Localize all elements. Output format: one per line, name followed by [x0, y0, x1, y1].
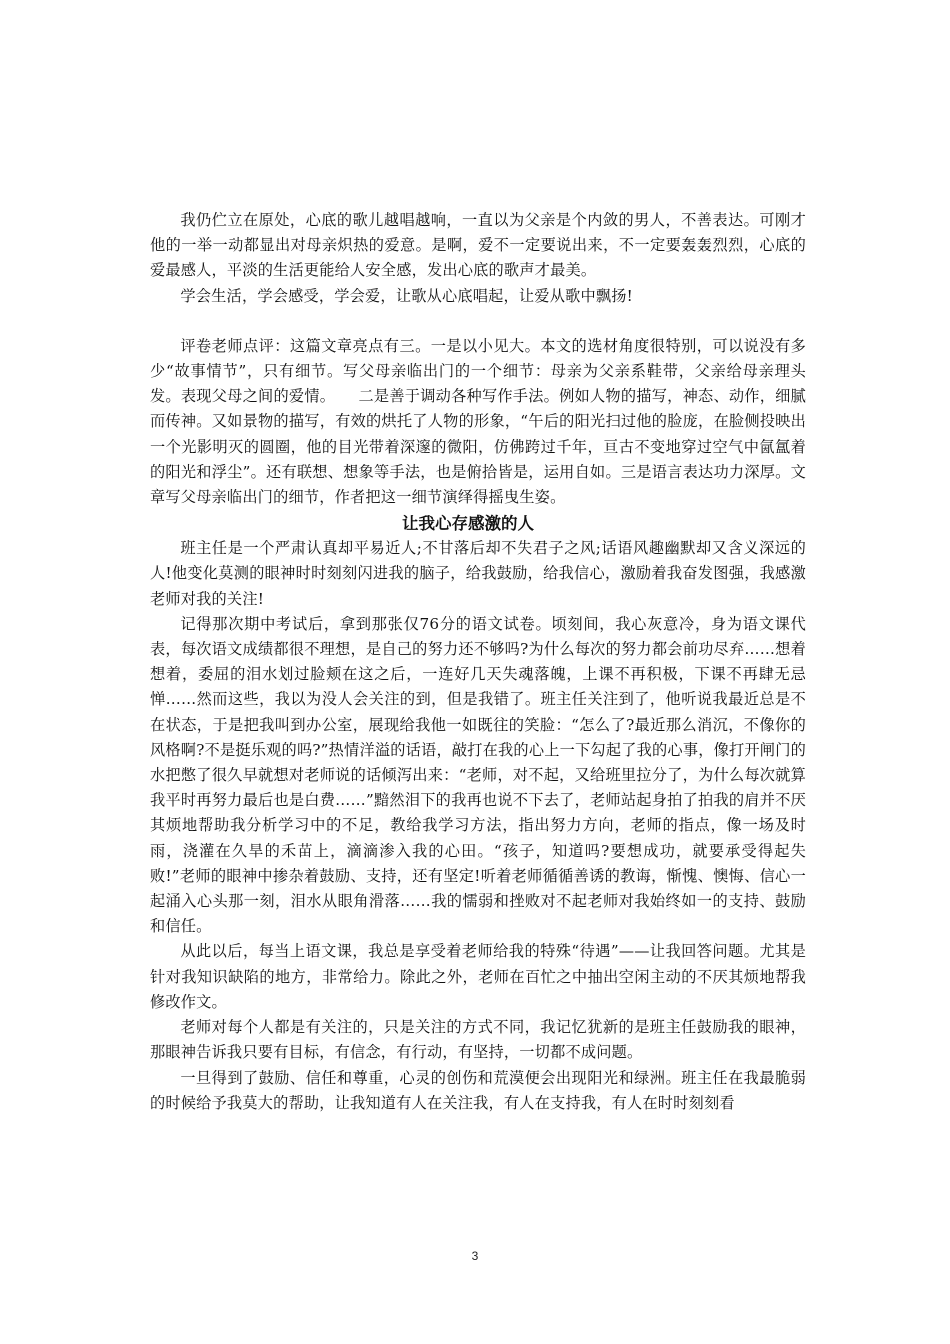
review-paragraph: 评卷老师点评：这篇文章亮点有三。一是以小见大。本文的选材角度很特别，可以说没有多少“故事情节”，只有细节。写父母亲临出门的一个细节：母亲为父亲系鞋带，父亲给母亲理头发。表现父母之间的爱情。 二是善于调动各种写作手法。例如人物的描写，神态、动作，细腻而传神。又如景物的描写，有效的烘托了人物的形象，“午后的阳光扫过他的脸庞，在脸侧投映出一个光影明灭的圆圈，他的目光带着深邃的微阳，仿佛跨过千年，亘古不变地穿过空气中氤氲着的阳光和浮尘”。还有联想、想象等手法，也是俯拾皆是，运用自如。三是语言表达功力深厚。文章写父母亲临出门的细节，作者把这一细节演绎得摇曳生姿。 [150, 336, 806, 507]
essay-title: 让我心存感激的人 [402, 514, 534, 534]
page-content [150, 208, 806, 1116]
paragraph-spacer [150, 309, 806, 334]
essay-paragraph: 老师对每个人都是有关注的，只是关注的方式不同，我记忆犹新的是班主任鼓励我的眼神，那眼神告诉我只要有目标，有信念，有行动，有坚持，一切都不成问题。 [150, 1018, 806, 1062]
essay-paragraph: 从此以后，每当上语文课，我总是享受着老师给我的特殊“待遇”——让我回答问题。尤其是针对我知识缺陷的地方，非常给力。除此之外，老师在百忙之中抽出空闲主动的不厌其烦地帮我修改作文。 [150, 942, 806, 1011]
essay-paragraph: 记得那次期中考试后，拿到那张仅76分的语文试卷。顷刻间，我心灰意冷，身为语文课代表，每次语文成绩都很不理想，是自己的努力还不够吗?为什么每次的努力都会前功尽弃……想着想着，委屈的泪水划过脸颊在这之后，一连好几天失魂落魄，上课不再积极，下课不再肆无忌惮……然而这些，我以为没人会关注的到，但是我错了。班主任关注到了，他听说我最近总是不在状态，于是把我叫到办公室，展现给我他一如既往的笑脸：“怎么了?最近那么消沉，不像你的风格啊?不是挺乐观的吗?”热情洋溢的话语，敲打在我的心上一下勾起了我的心事，像打开闸门的水把憋了很久早就想对老师说的话倾泻出来：“老师，对不起，又给班里拉分了，为什么每次就算我平时再努力最后也是白费……”黯然泪下的我再也说不下去了，老师站起身拍了拍我的肩并不厌其烦地帮助我分析学习中的不足，教给我学习方法，指出努力方向，老师的指点，像一场及时雨，浇灌在久旱的禾苗上，滴滴渗入我的心田。“孩子，知道吗?要想成功，就要承受得起失败!”老师的眼神中掺杂着鼓励、支持，还有坚定!听着老师循循善诱的教诲，惭愧、懊悔、信心一起涌入心头那一刻，泪水从眼角滑落……我的懦弱和挫败对不起老师对我始终如一的支持、鼓励和信任。 [150, 614, 806, 936]
essay-paragraph: 一旦得到了鼓励、信任和尊重，心灵的创伤和荒漠便会出现阳光和绿洲。班主任在我最脆弱的时候给予我莫大的帮助，让我知道有人在关注我，有人在支持我，有人在时时刻刻看 [150, 1068, 806, 1112]
page-number: 3 [471, 1249, 479, 1263]
intro-paragraph: 我仍伫立在原处，心底的歌儿越唱越响，一直以为父亲是个内敛的男人，不善表达。可刚才他的一举一动都显出对母亲炽热的爱意。是啊，爱不一定要说出来，不一定要轰轰烈烈，心底的爱最感人，平淡的生活更能给人安全感，发出心底的歌声才最美。 [150, 211, 806, 280]
essay-paragraph: 班主任是一个严肃认真却平易近人;不甘落后却不失君子之风;话语风趣幽默却又含义深远的人!他变化莫测的眼神时时刻刻闪进我的脑子，给我鼓励，给我信心，激励着我奋发图强，我感激老师对我的关注! [150, 539, 806, 608]
intro-paragraph: 学会生活，学会感受，学会爱，让歌从心底唱起，让爱从歌中飘扬! [180, 286, 633, 305]
